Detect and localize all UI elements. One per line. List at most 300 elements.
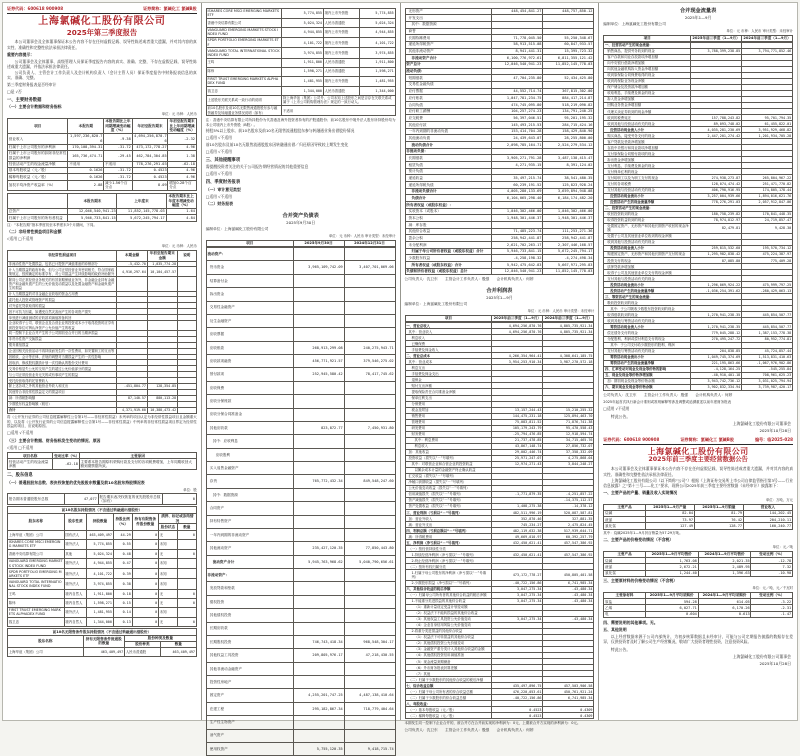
cell: 0.4523	[132, 168, 168, 174]
cell: 9,428.30	[742, 223, 793, 233]
header-cell: 上年度末	[117, 193, 166, 208]
cell: 1,763.08	[645, 558, 698, 564]
change-reason-table	[7, 452, 197, 470]
stock-code: 证券代码：600618 900908	[603, 437, 660, 443]
table-row	[8, 579, 197, 589]
cell: 11,852,145,778.03	[543, 61, 594, 68]
table-row	[405, 95, 594, 102]
cell: 原盐	[604, 599, 646, 605]
cell: 8,391,124.02	[543, 161, 594, 168]
cell: 0.4523	[132, 174, 168, 180]
cell: SPDR PORTFOLIO EMERGING MARKETS ETF	[206, 38, 282, 48]
cell: 无	[158, 530, 177, 539]
cell: 12,974,271.43	[492, 461, 543, 467]
cell: 2,098,785,164.71	[492, 141, 543, 148]
cell	[293, 662, 344, 675]
cell: 实收资本（或股本）	[405, 208, 492, 215]
cell: 221,195,863.66	[691, 360, 742, 366]
cell: 204,210.11	[743, 517, 792, 523]
cell: 香港中央结算有限公司	[206, 18, 282, 27]
header-cell: 2024年12月31日	[344, 240, 395, 246]
cell: 5,774,855	[87, 539, 113, 549]
cell: 少数股东权益	[405, 255, 492, 262]
cell: 0.1626	[68, 168, 104, 174]
cell: 29,002,446.74	[492, 449, 543, 455]
cell	[344, 435, 395, 448]
cell	[492, 148, 543, 155]
cell: 204,838.85	[691, 348, 742, 354]
table-row	[8, 617, 197, 626]
cell: 资产总计	[405, 61, 492, 68]
cell: 支付其他与投资活动有关的现金	[604, 276, 691, 282]
cell: 2.终止经营净利润（净亏损以“－”号填列）	[405, 558, 492, 564]
cell: 0	[177, 530, 196, 539]
cell: 其中：数据资源	[206, 488, 293, 501]
cell: 除上海华谊（集团）公司外，公司未知上述股东之间是否存在关联关系或属于《上市公司收购管理办法》规定的一致行动人。	[282, 95, 395, 105]
cell: 盈余公积	[405, 235, 492, 242]
cell: -5,432.70	[117, 261, 147, 267]
cell: 手续费及佣金支出	[405, 371, 492, 377]
cell: 归属于上市公司股东的所有者权益	[8, 215, 68, 221]
cell: 77,850,443.80	[344, 542, 395, 555]
cell	[344, 448, 395, 461]
cell: 买入返售金融资产	[206, 462, 293, 475]
cell: 筹资活动现金流出小计	[604, 354, 691, 360]
cell: 八、每股收益：	[405, 701, 492, 707]
cell: （2）权益法下不能转损益的其他综合收益	[405, 610, 492, 616]
cell: （1）权益法下可转损益的其他综合收益	[405, 634, 492, 640]
cell	[344, 609, 395, 622]
table-row	[206, 67, 395, 76]
cell: 一、营业总收入	[405, 323, 492, 329]
table-row	[405, 181, 594, 188]
signature-line: 公司负责人：沈卫东 主管会计工作负责人：殷强 会计机构负责人：何婷	[404, 277, 534, 282]
cell	[492, 68, 543, 75]
table-row	[405, 88, 594, 95]
material-table	[603, 592, 793, 618]
table-row	[206, 48, 395, 58]
cell: 4,101,722	[87, 569, 113, 579]
cell: 不适用	[68, 161, 104, 167]
cell: 457,503,906.58	[543, 683, 594, 689]
table-row	[206, 341, 395, 354]
cell: 1,344,000	[282, 86, 324, 95]
cell: 租赁负债	[405, 161, 492, 168]
cell	[344, 528, 395, 541]
cell: 1,270,941,238.35	[691, 312, 742, 318]
cell: 482,511,996.19	[492, 510, 543, 516]
cell: 货币资金	[206, 261, 293, 274]
table-row	[206, 676, 395, 689]
cell: 44.29	[113, 530, 132, 539]
cell: 1,270,941,238.35	[691, 324, 742, 330]
cashflow-date: 2025年1—9月	[684, 14, 712, 20]
company-title: 上海氯碱化工股份有限公司	[38, 16, 166, 27]
cell: ISHARES CORE MSCI EMERGING MARKETS ETF	[206, 8, 282, 18]
table-row	[206, 86, 395, 95]
cell	[543, 148, 594, 155]
cell: （一）按经营持续性分类	[405, 546, 492, 552]
table-row	[405, 108, 594, 115]
cell: 3,974,855	[359, 48, 395, 58]
cell: 递延收益	[405, 175, 492, 182]
cell: 849,548,247.60	[344, 475, 395, 488]
cell: 0.1626	[68, 174, 104, 180]
table-row	[206, 609, 395, 622]
cell: 其中：营业成本	[405, 359, 492, 365]
table-row	[206, 702, 395, 715]
table-row	[206, 475, 395, 488]
cell: 1,481,955	[282, 76, 324, 86]
cell: -1.47	[751, 611, 793, 617]
cell: 0	[132, 617, 158, 626]
cell: 128.77	[694, 523, 743, 529]
cell: 7.32	[751, 564, 793, 570]
income-statement-note: 本期发生同一控制下企业合并的，被合并方在合并前实现的净利润为：0元，上期被合并方实现的净利润为：0元。	[404, 720, 581, 725]
income-statement-table	[405, 322, 595, 719]
cell: 56,397,046.51	[492, 115, 543, 122]
cell	[344, 515, 395, 528]
cell: 73.97	[645, 517, 694, 523]
applicable-checkboxes: □适用 √不适用	[7, 430, 34, 436]
cell: 61,455,822.01	[742, 121, 793, 127]
cell: 境内上市外资股	[323, 8, 359, 18]
cell: 4.84	[166, 215, 196, 221]
balance-sheet-table-2	[405, 8, 595, 276]
cell: 1,244.40	[645, 570, 698, 576]
applicable-checkboxes: □适用 √不适用	[205, 135, 232, 141]
header-cell: 主要产品	[604, 504, 646, 510]
cell: 21,737,478.85	[492, 437, 543, 443]
table-row	[206, 314, 395, 327]
cell: 质押贷款净增加额	[604, 264, 691, 270]
header-cell: 2025年1—9月销量	[694, 504, 743, 510]
cell: 1,396.63	[698, 570, 751, 576]
cell: 1.64	[166, 209, 196, 215]
table-row	[206, 662, 395, 675]
unit-note: 单位：万吨、万元	[765, 498, 793, 503]
cell: 公允价值变动收益（损失以“－”号填列）	[405, 485, 492, 491]
cell	[117, 277, 147, 291]
cell	[543, 81, 594, 88]
table-row	[206, 18, 395, 27]
balance-sheet-table-1	[206, 240, 396, 247]
cell: 筹资活动产生的现金流量净额	[604, 360, 691, 366]
table-row	[405, 148, 594, 155]
cell: 六、期末现金及现金等价物余额	[604, 384, 691, 390]
cell: 5,024,324	[282, 18, 324, 27]
cell: 客户存款和同业存放款项净增加额	[604, 54, 691, 60]
cell: 4,694,256,870.76	[492, 329, 543, 335]
cell: 王鸣	[206, 58, 282, 67]
cell: 交易性金融资产	[206, 301, 293, 314]
cell: 2,057,912,847.06	[742, 199, 793, 205]
cell: （5）现金流量套期储备	[405, 659, 492, 665]
cell: 对外委托贷款取得的损益	[8, 303, 117, 309]
cell: 24,719,857.47	[742, 217, 793, 223]
cell: 240,275,943.71	[344, 341, 395, 354]
cell: 烧碱	[604, 558, 646, 564]
cell: 应付票据	[405, 88, 492, 95]
cell: 应收分保账款	[206, 395, 293, 408]
cell: 不适用	[104, 161, 132, 167]
table-row	[206, 582, 395, 595]
cell: 收回投资收到的现金	[604, 211, 691, 217]
cell: ISHARES CORE MSCI EMERGING MARKETS ETF	[8, 539, 65, 549]
cell: 284,715,424.16	[543, 121, 594, 128]
cashflow-title: 合并现金流量表	[679, 8, 717, 14]
announcement2-masthead	[603, 437, 793, 445]
cell: 加：期初现金及现金等价物余额	[604, 378, 691, 384]
cell: 因不可抗力因素，如遭受自然灾害而产生的各项资产损失	[8, 309, 117, 315]
cell: 发放贷款和垫款	[206, 582, 293, 595]
section-4-heading: 四、季度财务报表	[205, 180, 241, 186]
cell: -40,910,401.18	[691, 372, 742, 378]
cell: 其他流动资产	[206, 542, 293, 555]
cell: 减：营业外支出	[405, 522, 492, 528]
cell: 0.4309	[543, 707, 594, 713]
table-row	[8, 648, 197, 657]
table-row	[405, 570, 594, 580]
cell: 向中央银行借款净增加额	[604, 60, 691, 66]
cell: 应收分保合同准备金	[206, 408, 293, 421]
cell: 支付其他与筹资活动有关的现金	[604, 348, 691, 354]
cell: 减：所得税费用	[405, 534, 492, 540]
cell: 六、其他综合收益的税后净额	[405, 586, 492, 592]
header-cell: 持股数量	[87, 513, 113, 530]
applicable-checkboxes: √适用 □不适用	[7, 236, 34, 242]
cell	[293, 395, 344, 408]
table-row	[405, 15, 594, 22]
cell: 52,434,425.80	[543, 75, 594, 82]
cell	[344, 595, 395, 608]
cell: 同一控制下企业合并产生的子公司期初至合并日的当期净损益	[8, 331, 117, 337]
cell: 432,450,621.41	[492, 540, 543, 546]
cell	[177, 277, 196, 291]
cell	[293, 502, 344, 515]
cell: 加权平均净资产收益率（%）	[8, 180, 68, 191]
table-row	[8, 589, 197, 598]
cell	[344, 274, 395, 287]
unit-note: 单位：元／吨、元／千瓦时	[752, 586, 793, 591]
table-row	[8, 494, 197, 505]
cell: 其他应付款	[405, 121, 492, 128]
cell: 476,220,053.61	[492, 689, 543, 695]
table-row	[405, 195, 594, 202]
cell	[344, 676, 395, 689]
cell: 258,942,441.87	[492, 235, 543, 242]
cell: 0	[177, 589, 196, 598]
table-row	[405, 255, 594, 262]
unit-note: 单位：元 币种：人民币	[161, 244, 197, 249]
table-row	[206, 622, 395, 635]
cell: 3,987,270,572.18	[543, 359, 594, 365]
cell: 长期应收款	[206, 622, 293, 635]
cell: 125,894,463.70	[543, 413, 594, 419]
cell: 884,417,214.87	[543, 95, 594, 102]
table-row	[206, 240, 395, 246]
table-row	[405, 215, 594, 222]
table-row	[206, 106, 395, 116]
cell: 应交税费	[405, 115, 492, 122]
cell: 3,031,025,794.94	[742, 378, 793, 384]
cell	[293, 716, 344, 729]
header-cell: 持股比例（%）	[113, 513, 132, 530]
stock-abbr: 证券简称：氯碱化工 氯碱B股	[143, 6, 197, 11]
output-table	[603, 504, 793, 530]
cell: 结算备付金	[206, 274, 293, 287]
cell: 170,841,448.35	[742, 211, 793, 217]
cell: 4,694,256,870.76	[492, 323, 543, 329]
cell: 应收股利	[206, 448, 293, 461]
cell: 5,040,790,656.61	[344, 555, 395, 568]
unit-note: 单位：元／吨	[772, 545, 793, 550]
header-cell: 营业收入	[743, 504, 792, 510]
cell: 非流动资产：	[206, 569, 293, 582]
table-row	[604, 35, 793, 41]
table-row	[8, 180, 197, 191]
cell: 经营活动现金流出小计	[604, 193, 691, 199]
cell: 127.49	[645, 523, 694, 529]
table-row	[206, 462, 395, 475]
cell: 加：营业外收入	[405, 516, 492, 522]
cell	[293, 381, 344, 394]
other-notes-heading: 五、其他说明	[603, 627, 627, 632]
cell	[344, 569, 395, 582]
header-cell: 年初至报告期末比上年同期增减变动幅度（%）	[169, 119, 195, 133]
cell: 5,672,245,794.17	[543, 248, 594, 255]
cell: 支付其他与经营活动有关的现金	[604, 187, 691, 193]
cell: 6,741,985.34	[543, 695, 594, 701]
cell: 非流动负债：	[405, 148, 492, 155]
cell: 11,852,145,778.03	[543, 268, 594, 275]
cell: 与公司正常经营业务无关的或有事项产生的损益	[8, 372, 117, 378]
table-row	[206, 502, 395, 515]
cell: -1,036,254,391.62	[691, 288, 742, 294]
cell: -31.72	[104, 168, 132, 174]
cell: 收到原保险合同保费取得的现金	[604, 72, 691, 78]
cell: （二）稀释每股收益（元／股）	[405, 713, 492, 719]
cell: 长期待摊费用	[405, 35, 492, 42]
cell: 总资产	[8, 209, 68, 215]
cell: 合计	[8, 407, 117, 413]
table-row	[405, 81, 594, 88]
cell: -43,480.34	[543, 616, 594, 622]
cell: 445,854,507.77	[742, 312, 793, 318]
cell: 净敞口套期收益（损失以“－”号填列）	[405, 479, 492, 485]
table-row	[405, 68, 594, 75]
cell: 减：所得税影响额	[8, 395, 117, 401]
cell: 处置固定资产、无形资产和其他长期资产收回的现金净额	[604, 223, 691, 233]
cell: 其他应收款	[206, 421, 293, 434]
cell: 87,140.57	[117, 395, 147, 401]
cell: 4,255,201,747.25	[293, 689, 344, 702]
table-row	[405, 8, 594, 15]
cell	[293, 462, 344, 475]
cell: 252,945,580.42	[293, 368, 344, 381]
cell: 委托他人投资或管理资产的损益	[8, 297, 117, 303]
cell: 13,157,244.43	[492, 407, 543, 413]
cell: 其他	[64, 549, 87, 558]
cell: 人民币普通股	[125, 648, 161, 657]
cell: 存放中央银行和同业款项净增加额	[604, 145, 691, 151]
output-note: 其中：烧碱2025年1—9月折百销量为57.29万吨。	[603, 531, 683, 536]
cell: 境内自然人	[64, 617, 87, 626]
cell: 4,371,919.60	[117, 407, 147, 413]
cell: 三、营业利润（亏损以“－”号填列）	[405, 510, 492, 516]
cell: 分保费用	[405, 401, 492, 407]
header-cell: 股份种类	[125, 641, 161, 647]
price-section-heading: 二、主要产品的价格变动情况（不含税）	[603, 537, 674, 543]
cell: 衍生金融资产	[206, 314, 293, 327]
table-row	[405, 168, 594, 175]
cell: 1,295,982,838.42	[691, 252, 742, 258]
cell: VANGUARD EMERGING MARKETS STOCK INDEX FUND	[8, 559, 63, 568]
cell: 95,470,558.43	[543, 425, 594, 431]
cell: 1,387,153,778.38	[742, 330, 793, 336]
unit-note: 单位：元 币种：人民币 审计类型：未经审计	[328, 234, 396, 239]
cell: -2.32	[168, 134, 196, 145]
cell: 境外法人	[64, 569, 87, 579]
cell: 其中：子公司吸收少数股东投资收到的现金	[604, 306, 691, 312]
cell: 71,778,045.50	[492, 35, 543, 42]
cell: 89,093,748.02	[691, 121, 742, 127]
cell: FIRST TRUST EMERGING MARKETS ALPHADEX FUND	[8, 607, 65, 617]
cell: 435,497,896.75	[492, 683, 543, 689]
cell: 无	[158, 598, 177, 607]
cell: 三、筹资活动产生的现金流量：	[604, 294, 691, 300]
cell: 保单红利支出	[405, 395, 492, 401]
cell: 固定资产	[206, 689, 293, 702]
table-row	[405, 155, 594, 162]
table-row	[405, 188, 594, 195]
header-cell: 股东名称	[8, 513, 65, 530]
cell: 非货币性资产交换损益	[8, 336, 117, 342]
cell: 客户贷款及垫款净增加额	[604, 139, 691, 145]
cell	[344, 622, 395, 635]
cell: 6,170.26	[698, 605, 751, 611]
cell	[492, 81, 543, 88]
cell: 预付款项	[206, 368, 293, 381]
cell: 456,771,921.57	[293, 355, 344, 368]
cell: 28,255,800.00	[543, 135, 594, 142]
cell	[293, 301, 344, 314]
cell: 收到其他与筹资活动有关的现金	[604, 318, 691, 324]
cell	[293, 595, 344, 608]
section-2-heading: 二、股东信息	[7, 473, 33, 479]
cell	[344, 314, 395, 327]
cell: 筹资活动现金流入小计	[604, 324, 691, 330]
cell: 向其他金融机构拆入资金净增加额	[604, 66, 691, 72]
cell: 加：其他收益	[405, 449, 492, 455]
cell: 境外法人	[64, 539, 87, 549]
unit-note: 单位：元 币种：人民币	[161, 112, 197, 117]
board-date: 2025年10月28日	[759, 428, 791, 434]
cell: 55,250,348.67	[543, 35, 594, 42]
cell: 研发费用	[405, 425, 492, 431]
price-table	[603, 551, 793, 577]
cell: 汇兑收益（损失以“－”号填列）	[405, 473, 492, 479]
cell: 开发支出	[405, 15, 492, 22]
cell: 3,047,275.34	[492, 592, 543, 598]
cell: 4,101,722	[282, 38, 324, 48]
summary-note: 注：“本报告期”指本季度初至本季度末3个月期间，下同。	[7, 223, 97, 228]
header-cell: 变动比例（%）	[751, 592, 793, 598]
header-cell: 主要产品	[604, 551, 646, 557]
cell: 境内自然人	[64, 589, 87, 598]
cell	[492, 28, 543, 35]
cell: 境内上市外资股	[323, 38, 359, 48]
